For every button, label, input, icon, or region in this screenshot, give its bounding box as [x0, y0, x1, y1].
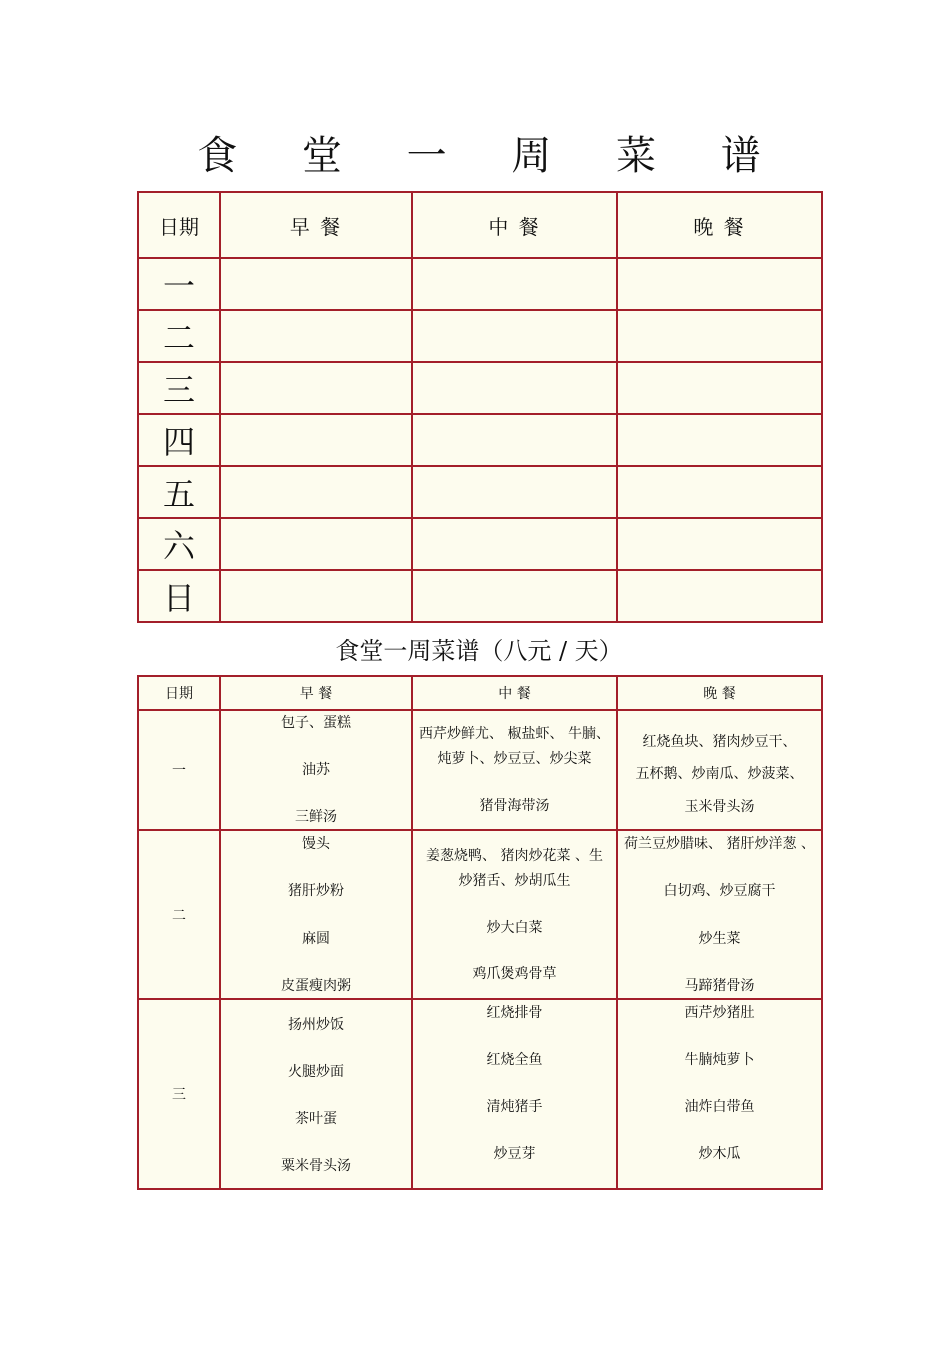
menu-item: 茶叶蛋 — [295, 1111, 337, 1127]
lunch-cell — [412, 710, 617, 830]
day-label: 五 — [138, 466, 220, 518]
menu-item: 麻圆 — [302, 931, 330, 947]
menu-item: 红烧全鱼 — [486, 1052, 543, 1068]
lunch-cell — [412, 310, 617, 362]
dinner-cell — [617, 466, 822, 518]
lunch-cell — [412, 518, 617, 570]
menu-item: 炒生菜 — [698, 931, 741, 947]
menu-item: 三鲜汤 — [295, 809, 337, 825]
menu-item: 五杯鹅、炒南瓜、炒菠菜、 — [635, 766, 804, 782]
menu-item: 荷兰豆炒腊味、 猪肝炒洋葱 、 — [624, 836, 815, 852]
dinner-cell — [617, 518, 822, 570]
menu-item: 清炖猪手 — [486, 1099, 543, 1115]
header-breakfast: 早 餐 — [220, 192, 412, 258]
day-label: 一 — [138, 258, 220, 310]
table-header-row — [138, 676, 822, 710]
menu-item: 炒木瓜 — [698, 1146, 741, 1162]
dinner-cell — [617, 570, 822, 622]
lunch-cell — [412, 362, 617, 414]
menu-item: 牛腩炖萝卜 — [684, 1052, 755, 1068]
lunch-cell — [412, 570, 617, 622]
header-lunch: 中 餐 — [412, 676, 617, 710]
day-label: 二 — [138, 310, 220, 362]
day-label: 六 — [138, 518, 220, 570]
menu-item: 红烧排骨 — [486, 1005, 543, 1021]
header-lunch: 中 餐 — [412, 192, 617, 258]
dinner-cell — [617, 362, 822, 414]
table-row — [138, 710, 822, 830]
dinner-cell — [617, 258, 822, 310]
lunch-cell — [412, 414, 617, 466]
menu-item: 猪骨海带汤 — [479, 798, 550, 814]
page-title: 食 堂 一 周 菜 谱 — [197, 133, 787, 179]
day-label: 一 — [138, 710, 220, 830]
breakfast-cell — [220, 518, 412, 570]
table-row — [138, 570, 822, 622]
breakfast-cell — [220, 710, 412, 830]
lunch-cell — [412, 830, 617, 999]
table-row — [138, 999, 822, 1189]
breakfast-cell — [220, 310, 412, 362]
menu-item: 炒大白菜 — [486, 920, 543, 936]
menu-item: 马蹄猪骨汤 — [684, 978, 755, 994]
menu-item: 包子、蛋糕 — [281, 715, 351, 731]
menu-item: 炒猪舌、炒胡瓜生 — [458, 873, 571, 889]
header-dinner: 晚 餐 — [617, 192, 822, 258]
table-row — [138, 414, 822, 466]
breakfast-cell — [220, 466, 412, 518]
lunch-cell — [412, 999, 617, 1189]
day-label: 三 — [138, 362, 220, 414]
menu-item: 扬州炒饭 — [288, 1017, 344, 1033]
table-row — [138, 830, 822, 999]
header-dinner: 晚 餐 — [617, 676, 822, 710]
menu-item: 西芹炒猪肚 — [684, 1005, 755, 1021]
day-label: 日 — [138, 570, 220, 622]
breakfast-cell — [220, 830, 412, 999]
table-row — [138, 310, 822, 362]
dinner-cell — [617, 830, 822, 999]
menu-item: 火腿炒面 — [288, 1064, 344, 1080]
breakfast-cell — [220, 258, 412, 310]
table-row — [138, 518, 822, 570]
dinner-cell — [617, 414, 822, 466]
breakfast-cell — [220, 999, 412, 1189]
lunch-cell — [412, 258, 617, 310]
lunch-cell — [412, 466, 617, 518]
menu-item: 炒豆芽 — [493, 1146, 536, 1162]
menu-item: 白切鸡、炒豆腐干 — [663, 883, 776, 899]
dinner-cell — [617, 710, 822, 830]
day-label: 四 — [138, 414, 220, 466]
breakfast-cell — [220, 570, 412, 622]
weekly-menu-blank-table — [137, 191, 823, 623]
header-date: 日期 — [138, 676, 220, 710]
dinner-cell — [617, 999, 822, 1189]
table-row — [138, 466, 822, 518]
menu-item: 皮蛋瘦肉粥 — [281, 978, 351, 994]
header-breakfast: 早 餐 — [220, 676, 412, 710]
day-label: 二 — [138, 830, 220, 999]
table-header-row — [138, 192, 822, 258]
table-row — [138, 362, 822, 414]
menu-item: 油苏 — [302, 762, 330, 778]
menu-item: 红烧鱼块、猪肉炒豆干、 — [642, 734, 797, 750]
day-label: 三 — [138, 999, 220, 1189]
menu-item: 玉米骨头汤 — [684, 799, 755, 815]
table-row — [138, 258, 822, 310]
menu-item: 西芹炒鲜尤、 椒盐虾、 牛腩、 — [419, 726, 610, 742]
menu-item: 炖萝卜、炒豆豆、炒尖菜 — [437, 751, 592, 767]
menu-subtitle: 食堂一周菜谱（八元 / 天） — [335, 637, 623, 665]
breakfast-cell — [220, 362, 412, 414]
menu-item: 姜葱烧鸭、 猪肉炒花菜 、生 — [426, 848, 603, 864]
dinner-cell — [617, 310, 822, 362]
menu-item: 粟米骨头汤 — [281, 1158, 351, 1174]
header-date: 日期 — [138, 192, 220, 258]
menu-item: 鸡爪煲鸡骨草 — [472, 966, 557, 982]
breakfast-cell — [220, 414, 412, 466]
weekly-menu-detail-table — [137, 675, 823, 1190]
menu-item: 猪肝炒粉 — [288, 883, 344, 899]
menu-item: 油炸白带鱼 — [684, 1099, 755, 1115]
menu-item: 馒头 — [302, 836, 330, 852]
